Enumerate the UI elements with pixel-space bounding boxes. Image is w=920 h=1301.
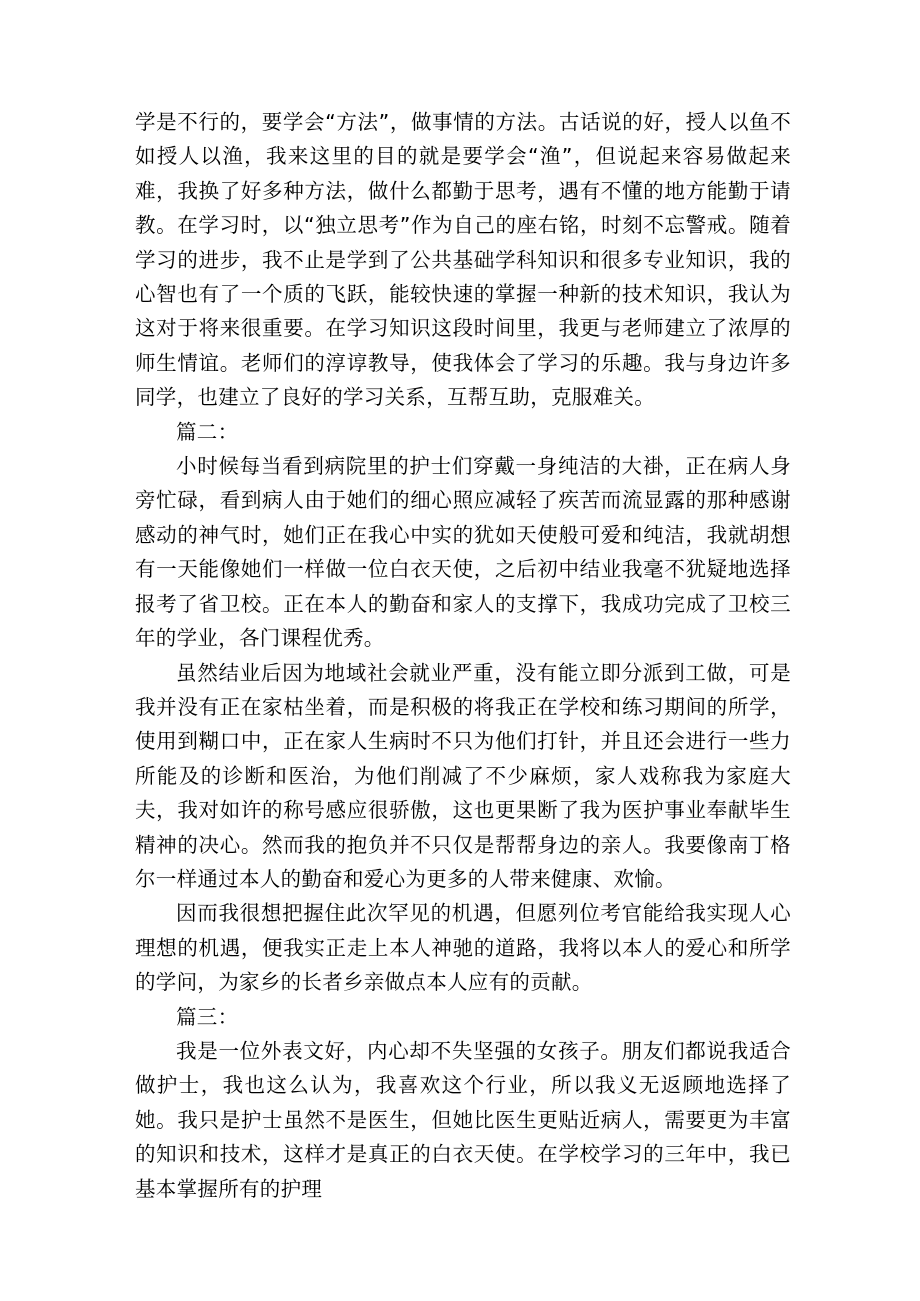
section-heading-2: 篇二：: [176, 419, 239, 444]
document-page: [135, 105, 791, 1206]
paragraph-3: 虽然结业后因为地域社会就业严重，没有能立即分派到工做，可是我并没有正在家枯坐着，而是积极的将我正在学校和练习期间的所学，使用到糊口中，正在家人生病时不只为他们打针，并且还会进行一些力所能及的诊断和医治，为他们削减了不少麻烦，家人戏称我为家庭大夫，我对如许的称号感应很骄傲，这也更果断了我为医护事业奉献毕生精神的决心。然而我的抱负并不只仅是帮帮身边的亲人。我要像南丁格尔一样通过本人的勤奋和爱心为更多的人带来健康、欢愉。: [135, 660, 791, 891]
paragraph-2: 小时候每当看到病院里的护士们穿戴一身纯洁的大褂，正在病人身旁忙碌，看到病人由于她们的细心照应减轻了疾苦而流显露的那种感谢感动的神气时，她们正在我心中实的犹如天使般可爱和纯洁，我就胡想有一天能像她们一样做一位白衣天使，之后初中结业我毫不犹疑地选择报考了省卫校。正在本人的勤奋和家人的支撑下，我成功完成了卫校三年的学业，各门课程优秀。: [135, 454, 791, 651]
section-heading-3: 篇三：: [176, 1004, 239, 1029]
paragraph-5: 我是一位外表文好，内心却不失坚强的女孩子。朋友们都说我适合做护士，我也这么认为，我喜欢这个行业，所以我义无返顾地选择了她。我只是护士虽然不是医生，但她比医生更贴近病人，需要更为丰富的知识和技术，这样才是真正的白衣天使。在学校学习的三年中，我已基本掌握所有的护理: [135, 1038, 791, 1201]
paragraph-1: 学是不行的，要学会“方法”，做事情的方法。古话说的好，授人以鱼不如授人以渔，我来这里的目的就是要学会“渔”，但说起来容易做起来难，我换了好多种方法，做什么都勤于思考，遇有不懂的地方能勤于请教。在学习时，以“独立思考”作为自己的座右铭，时刻不忘警戒。随着学习的进步，我不止是学到了公共基础学科知识和很多专业知识，我的心智也有了一个质的飞跃，能较快速的掌握一种新的技术知识，我认为这对于将来很重要。在学习知识这段时间里，我更与老师建立了浓厚的师生情谊。老师们的淳谆教导，使我体会了学习的乐趣。我与身边许多同学，也建立了良好的学习关系，互帮互助，克服难关。: [135, 110, 791, 410]
paragraph-4: 因而我很想把握住此次罕见的机遇，但愿列位考官能给我实现人心理想的机遇，便我实正走上本人神驰的道路，我将以本人的爱心和所学的学问，为家乡的长者乡亲做点本人应有的贡献。: [135, 901, 791, 995]
